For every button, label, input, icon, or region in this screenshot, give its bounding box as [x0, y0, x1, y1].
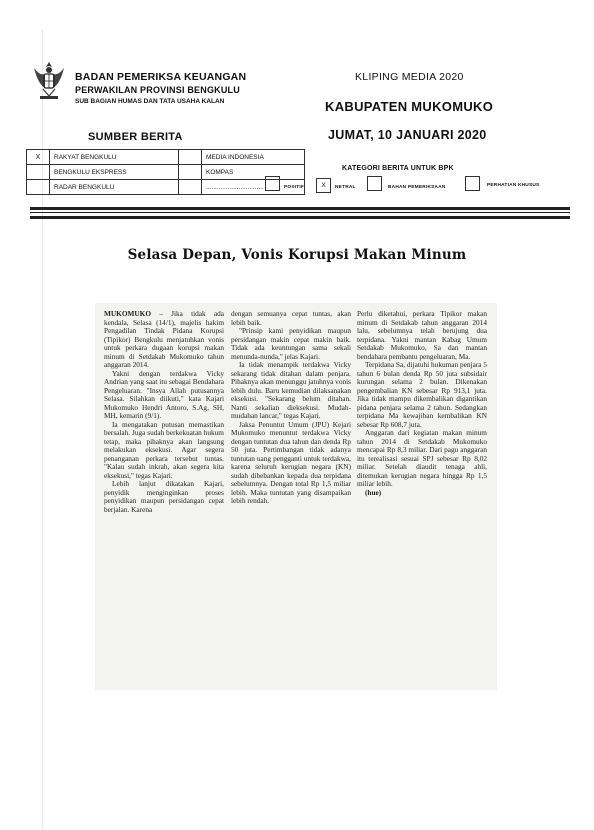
org-branch: PERWAKILAN PROVINSI BENGKULU: [75, 85, 240, 95]
paragraph: Perlu diketahui, perkara Tipikor makan minum di Setdakab tahun anggaran 2014 lalu, sebelumnya telah berujung dua terpidana. Yakni mantan Kabag Umum Setdakab Mukomuko, Sa dan mantan bendahara pembantu pengeluaran, Ma.: [357, 309, 487, 361]
checkbox-positif: [265, 176, 280, 191]
paragraph: Jaksa Penuntut Umum (JPU) Kejari Mukomuko menuntut terdakwa Vicky dengan tuntutan dua tahun dan denda Rp 50 juta. Pertimbangan tidak adanya tuntutan uang pengganti untuk terdakwa, karena seluruh kerugian negara (KN) sudah dibebankan kepada dua terpidana sebelumnya. Dengan total Rp 1,5 miliar lebih. Maka tuntutan yang disampaikan lebih rendah.: [231, 419, 351, 505]
source-mark: [27, 165, 50, 180]
paragraph: Ia tidak menampik terdakwa Vicky sekarang tidak ditahan dalam penjara. Pihaknya akan menunggu jatuhnya vonis lebih dulu. Baru kemudian dilaksanakan eksekusi. "Sekarang belum ditahan. Nanti sekalian dieksekusi. Mudah-mudahan lancar," tegas Kajari.: [231, 360, 351, 420]
label-positif: POSITIF: [284, 185, 305, 190]
paragraph: dengan semuanya cepat tuntas, akan lebih baik.: [231, 309, 351, 327]
clipping-date: JUMAT, 10 JANUARI 2020: [328, 128, 487, 142]
paragraph: Ia mengatakan putusan memastikan bersalah. Juga sudah berkekuatan hukum tetap, maka pihaknya akan langsung melakukan eksekusi. Agar segera penanganan perkara tersebut tuntas. "Kalau sudah inkrah, akan segera kita eksekusi," tegas Kajari.: [104, 419, 224, 480]
kliping-title: KLIPING MEDIA 2020: [355, 71, 464, 83]
header-rule: [30, 212, 570, 213]
source-name: BENGKULU EKSPRESS: [50, 165, 179, 180]
kategori-title: KATEGORI BERITA UNTUK BPK: [342, 165, 454, 172]
article-column-3: [357, 310, 487, 497]
paragraph: Terpidana Sa, dijatuhi hukuman penjara 5 tahun 6 bulan denda Rp 50 juta subsidair kurungan selama 2 bulan. Dikenakan pengembalian KN sebesar Rp 913,1 juta. Jika tidak mampu dikembalikan digantikan pidana penjara selama 2 tahun. Sedangkan terpidana Ma kewajiban kembalikan KN sebesar Rp 608,7 juta.: [357, 360, 487, 429]
paragraph: "Prinsip kami penyidikan maupun persidangan makin cepat makin baik. Tidak ada keuntungan sama sekali menunda-nunda," jelas Kajari.: [231, 326, 351, 361]
checkbox-bahan-pemeriksaan: [367, 176, 382, 191]
paragraph: [104, 310, 224, 370]
source-name: RADAR BENGKULU: [50, 180, 179, 195]
source-table: [26, 149, 305, 195]
paragraph: Anggaran dari kegiatan makan minum tahun 2014 di Setdakab Mukomuko mencapai Rp 8,3 miliar. Dari pagu anggaran itu terealisasi sesuai SPJ sebesar Rp 8,02 miliar. Setelah diaudit tenaga ahli, ditemukan kerugian negara hingga Rp 1,5 miliar lebih.: [357, 428, 487, 488]
garuda-emblem-icon: [30, 58, 68, 102]
source-name: KOMPAS: [202, 165, 305, 180]
paragraph: Lebih lanjut dikatakan Kajari, penyidik menginginkan proses penyidikan maupun persidangan cepat berjalan. Karena: [104, 479, 224, 514]
source-mark: X: [27, 150, 50, 165]
checkbox-netral: X: [316, 178, 331, 193]
header-rule: [30, 207, 570, 210]
article-column-1: [104, 310, 224, 514]
article-dateline: MUKOMUKO: [104, 309, 152, 318]
paragraph: Yakni dengan terdakwa Vicky Andrian yang saat itu sebagai Bendahara Pengeluaran. "Insya Allah putusannya Selasa. Silahkan diikuti," kata Kajari Mukomuko Hendri Antoro, S.Ag, SH, MH, kemarin (9/1).: [104, 368, 224, 420]
region-title: KABUPATEN MUKOMUKO: [325, 99, 494, 114]
author-initials: (hue): [365, 487, 382, 497]
source-name: MEDIA INDONESIA: [202, 150, 305, 165]
org-subdivision: SUB BAGIAN HUMAS DAN TATA USAHA KALAN: [75, 98, 225, 105]
paragraph-text: – Jika tidak ada kendala, Selasa (14/1), majelis hakim Pengadilan Tindak Pidana Korupsi (Tipikor) Bengkulu menjatuhkan vonis untuk perkara dugaan korupsi makan minum di Setdakab Mukomuko tahun anggaran 2014.: [104, 309, 224, 369]
source-row: [27, 180, 305, 195]
checkbox-perhatian-khusus: [465, 176, 480, 191]
source-name: RAKYAT BENGKULU: [50, 150, 179, 165]
article-headline: Selasa Depan, Vonis Korupsi Makan Minum: [127, 247, 467, 263]
source-row: [27, 150, 305, 165]
header-rule: [30, 216, 570, 219]
label-bahan-pemeriksaan: BAHAN PEMERIKSAAN: [388, 185, 446, 190]
sumber-berita-title: SUMBER BERITA: [88, 131, 183, 143]
label-netral: NETRAL: [335, 185, 356, 190]
article-column-2: [231, 310, 351, 506]
org-name: BADAN PEMERIKSA KEUANGAN: [75, 71, 247, 83]
source-mark: [27, 180, 50, 195]
source-name: ................................: [202, 180, 305, 195]
label-perhatian-khusus: PERHATIAN KHUSUS: [487, 183, 540, 188]
source-row: [27, 165, 305, 180]
